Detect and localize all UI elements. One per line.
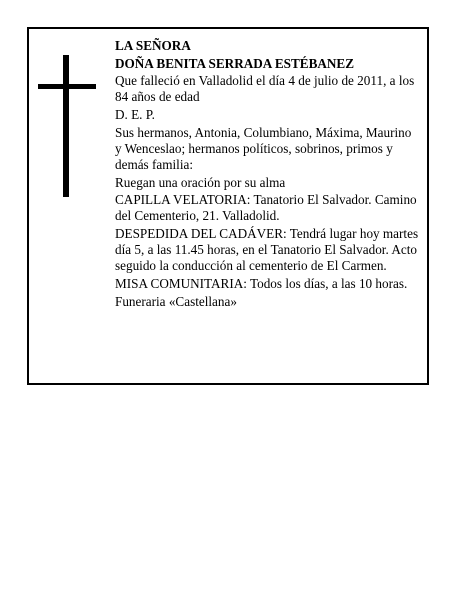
- mass-text: MISA COMUNITARIA: Todos los días, a las 10 horas.: [115, 275, 408, 291]
- funeral-home-text: Funeraria «Castellana»: [115, 293, 237, 309]
- death-info: Que falleció en Valladolid el día 4 de julio de 2011, a los 84 años de edad: [115, 73, 415, 105]
- prayer-text: Ruegan una oración por su alma: [115, 174, 286, 190]
- farewell-text: DESPEDIDA DEL CADÁVER: Tendrá lugar hoy martes día 5, a las 11.45 horas, en el Tanatorio El Salvador. Acto seguido la conducción al cementerio de El Carmen.: [115, 225, 419, 274]
- dep-text: D. E. P.: [115, 106, 155, 122]
- cross-horizontal-bar: [38, 84, 96, 89]
- deceased-name: DOÑA BENITA SERRADA ESTÉBANEZ: [115, 55, 355, 71]
- obituary-text-block: [115, 38, 420, 311]
- chapel-text: CAPILLA VELATORIA: Tanatorio El Salvador. Camino del Cementerio, 21. Valladolid.: [115, 192, 417, 224]
- notice-heading: LA SEÑORA: [115, 38, 191, 53]
- cross-vertical-bar: [63, 55, 69, 197]
- family-text: Sus hermanos, Antonia, Columbiano, Máxima, Maurino y Wenceslao; hermanos políticos, sobrinos, primos y demás familia:: [115, 124, 412, 172]
